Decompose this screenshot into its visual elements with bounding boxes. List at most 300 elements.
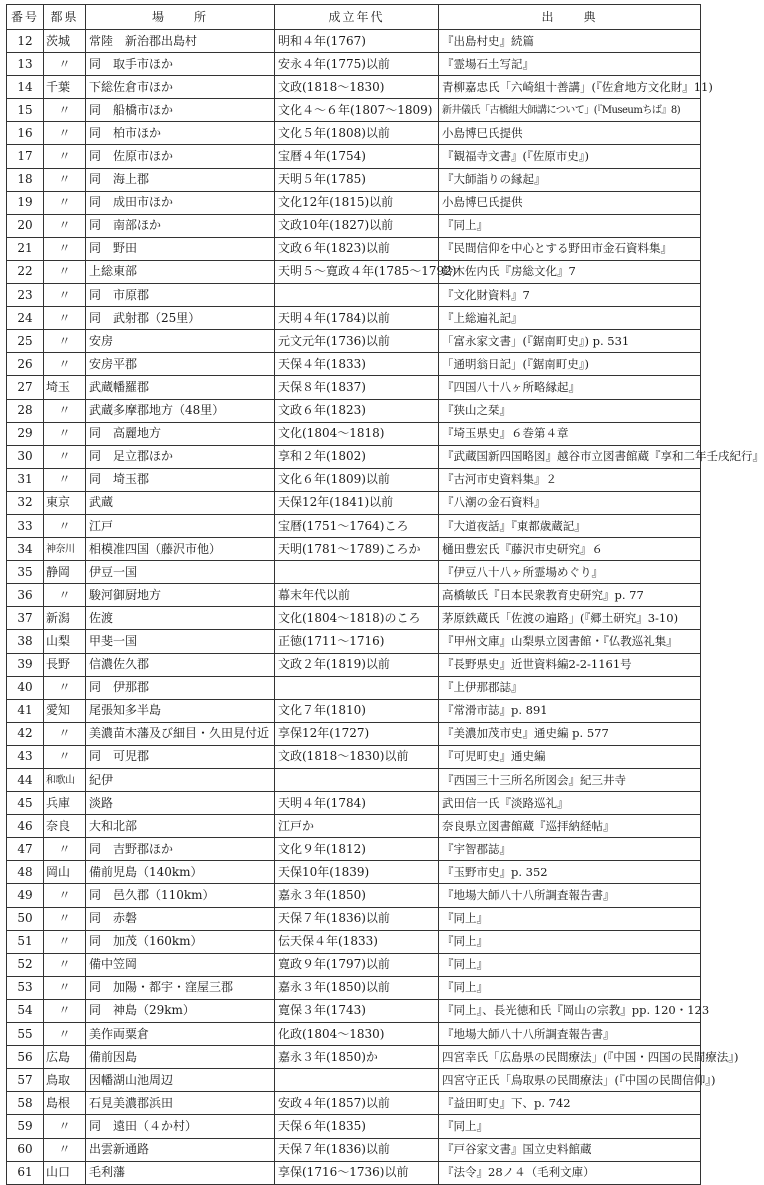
row-number: 60 (7, 1138, 44, 1161)
table-row (7, 699, 701, 722)
row-prefecture: 奈良 (44, 815, 86, 838)
row-date: 天保６年(1835) (275, 1115, 439, 1138)
row-prefecture: 〃 (44, 514, 86, 537)
row-prefecture: 広島 (44, 1046, 86, 1069)
row-place: 安房平郡 (86, 353, 275, 376)
row-source: 『大道夜話』『東都歳蔵記』 (439, 514, 701, 537)
row-date: 文化(1804～1818)のころ (275, 607, 439, 630)
table-row (7, 792, 701, 815)
row-place: 毛利藩 (86, 1161, 275, 1184)
row-place: 武蔵幡羅郡 (86, 376, 275, 399)
row-place: 同 高麗地方 (86, 422, 275, 445)
table-row (7, 1023, 701, 1046)
table-row (7, 76, 701, 99)
row-number: 59 (7, 1115, 44, 1138)
row-date: 元文元年(1736)以前 (275, 330, 439, 353)
row-date: 文政(1818～1830) (275, 76, 439, 99)
row-number: 22 (7, 260, 44, 283)
row-date: 寛保３年(1743) (275, 999, 439, 1022)
row-date: 享和２年(1802) (275, 445, 439, 468)
row-prefecture: 〃 (44, 953, 86, 976)
row-source: 『埼玉県史』６巻第４章 (439, 422, 701, 445)
row-date: 文政(1818～1830)以前 (275, 745, 439, 768)
table-row (7, 237, 701, 260)
row-place: 同 野田 (86, 237, 275, 260)
row-number: 34 (7, 538, 44, 561)
row-number: 44 (7, 769, 44, 792)
table-row (7, 630, 701, 653)
table-row (7, 1046, 701, 1069)
row-date: 文化(1804～1818) (275, 422, 439, 445)
header-number: 番号 (7, 5, 44, 30)
row-place: 同 柏市ほか (86, 122, 275, 145)
row-prefecture: 〃 (44, 399, 86, 422)
table-row (7, 1138, 701, 1161)
row-prefecture: 東京 (44, 491, 86, 514)
row-source: 『霊場石土写記』 (439, 53, 701, 76)
table-row (7, 676, 701, 699)
row-date: 化政(1804～1830) (275, 1023, 439, 1046)
table-row (7, 491, 701, 514)
row-place: 同 赤磐 (86, 907, 275, 930)
row-number: 19 (7, 191, 44, 214)
row-number: 46 (7, 815, 44, 838)
row-place: 備前因島 (86, 1046, 275, 1069)
row-source: 「通明翁日記」(『鋸南町史』) (439, 353, 701, 376)
row-number: 54 (7, 999, 44, 1022)
header-prefecture: 都県 (44, 5, 86, 30)
row-date: 幕末年代以前 (275, 584, 439, 607)
row-place: 同 佐原市ほか (86, 145, 275, 168)
table-row (7, 330, 701, 353)
table-row (7, 1115, 701, 1138)
row-number: 39 (7, 653, 44, 676)
row-prefecture: 〃 (44, 284, 86, 307)
row-date: 江戸か (275, 815, 439, 838)
row-source: 武田信一氏『淡路巡礼』 (439, 792, 701, 815)
table-row (7, 260, 701, 283)
row-source: 『狭山之栞』 (439, 399, 701, 422)
row-date: 天保８年(1837) (275, 376, 439, 399)
row-place: 同 吉野郡ほか (86, 838, 275, 861)
row-place: 備中笠岡 (86, 953, 275, 976)
row-place: 紀伊 (86, 769, 275, 792)
row-date: 文化６年(1809)以前 (275, 468, 439, 491)
row-place: 甲斐一国 (86, 630, 275, 653)
row-prefecture: 〃 (44, 976, 86, 999)
table-row (7, 653, 701, 676)
table-row (7, 1069, 701, 1092)
row-number: 36 (7, 584, 44, 607)
row-source: 『上伊那郡誌』 (439, 676, 701, 699)
row-place: 淡路 (86, 792, 275, 815)
row-prefecture: 〃 (44, 99, 86, 122)
row-number: 27 (7, 376, 44, 399)
row-date: 文政２年(1819)以前 (275, 653, 439, 676)
row-number: 41 (7, 699, 44, 722)
row-prefecture: 〃 (44, 1138, 86, 1161)
row-number: 52 (7, 953, 44, 976)
row-source: 『四国八十八ヶ所略縁起』 (439, 376, 701, 399)
header-source: 出 典 (439, 5, 701, 30)
row-source: 『同上』 (439, 214, 701, 237)
row-date: 文政10年(1827)以前 (275, 214, 439, 237)
row-prefecture: 〃 (44, 745, 86, 768)
row-source: 「富永家文書」(『鋸南町史』) p. 531 (439, 330, 701, 353)
row-number: 20 (7, 214, 44, 237)
row-place: 尾張知多半島 (86, 699, 275, 722)
row-number: 17 (7, 145, 44, 168)
row-source: 『大師詣りの縁起』 (439, 168, 701, 191)
row-date: 享保(1716～1736)以前 (275, 1161, 439, 1184)
row-place: 同 取手市ほか (86, 53, 275, 76)
row-number: 61 (7, 1161, 44, 1184)
row-prefecture: 〃 (44, 584, 86, 607)
table-row (7, 376, 701, 399)
row-source: 小島博巳氏提供 (439, 122, 701, 145)
row-prefecture: 〃 (44, 1023, 86, 1046)
row-prefecture: 埼玉 (44, 376, 86, 399)
row-source: 高橋敏氏『日本民衆教育史研究』p. 77 (439, 584, 701, 607)
row-place: 同 海上郡 (86, 168, 275, 191)
row-source: 四宮幸氏「広島県の民間療法」(『中国・四国の民間療法』) (439, 1046, 701, 1069)
table-body (7, 30, 764, 1185)
row-number: 56 (7, 1046, 44, 1069)
row-number: 21 (7, 237, 44, 260)
row-number: 38 (7, 630, 44, 653)
row-source: 『甲州文庫』山梨県立図書館・『仏教巡礼集』 (439, 630, 701, 653)
row-date: 天明５年(1785) (275, 168, 439, 191)
row-number: 37 (7, 607, 44, 630)
table-row (7, 953, 701, 976)
row-source: 『法令』28ノ４（毛利文庫） (439, 1161, 701, 1184)
row-prefecture: 茨城 (44, 30, 86, 53)
row-source: 『同上』 (439, 953, 701, 976)
row-prefecture: 〃 (44, 884, 86, 907)
row-prefecture: 〃 (44, 1115, 86, 1138)
row-prefecture: 島根 (44, 1092, 86, 1115)
table-row (7, 884, 701, 907)
row-place: 同 武射郡（25里） (86, 307, 275, 330)
row-number: 16 (7, 122, 44, 145)
row-number: 24 (7, 307, 44, 330)
table-row (7, 145, 701, 168)
row-date (275, 284, 439, 307)
row-source: 『民間信仰を中心とする野田市金石資料集』 (439, 237, 701, 260)
row-date: 天保12年(1841)以前 (275, 491, 439, 514)
row-place: 因幡湖山池周辺 (86, 1069, 275, 1092)
row-prefecture: 〃 (44, 999, 86, 1022)
header-date: 成立年代 (275, 5, 439, 30)
row-source: 樋田豊宏氏『藤沢市史研究』６ (439, 538, 701, 561)
row-prefecture: 〃 (44, 722, 86, 745)
row-place: 備前児島（140km） (86, 861, 275, 884)
row-source: 『武蔵国新四国略図』越谷市立図書館蔵『享和二年壬戌紀行』 (439, 445, 701, 468)
row-prefecture: 愛知 (44, 699, 86, 722)
table-row (7, 191, 701, 214)
row-source: 『玉野市史』p. 352 (439, 861, 701, 884)
table-row (7, 838, 701, 861)
row-number: 42 (7, 722, 44, 745)
table-row (7, 769, 701, 792)
row-number: 18 (7, 168, 44, 191)
row-date: 文化９年(1812) (275, 838, 439, 861)
row-place: 同 足立郡ほか (86, 445, 275, 468)
row-source: 『常滑市誌』p. 891 (439, 699, 701, 722)
row-source: 『可児町史』通史編 (439, 745, 701, 768)
row-date: 文政６年(1823) (275, 399, 439, 422)
table-row (7, 514, 701, 537)
table-row (7, 284, 701, 307)
row-number: 12 (7, 30, 44, 53)
row-source: 新井儀氏「古橋組大師講について」(『Museumちば』8) (439, 99, 701, 122)
row-date: 天明４年(1784) (275, 792, 439, 815)
row-place: 相模准四国（藤沢市他） (86, 538, 275, 561)
row-date: 天保７年(1836)以前 (275, 1138, 439, 1161)
row-source: 『同上』 (439, 930, 701, 953)
row-prefecture: 〃 (44, 330, 86, 353)
row-source: 『戸谷家文書』国立史料館蔵 (439, 1138, 701, 1161)
table-row (7, 445, 701, 468)
row-date: 正徳(1711～1716) (275, 630, 439, 653)
table-row (7, 999, 701, 1022)
row-date: 嘉永３年(1850)か (275, 1046, 439, 1069)
row-prefecture: 〃 (44, 122, 86, 145)
row-number: 47 (7, 838, 44, 861)
table-row (7, 168, 701, 191)
row-date: 享保12年(1727) (275, 722, 439, 745)
row-number: 48 (7, 861, 44, 884)
table-row (7, 584, 701, 607)
row-prefecture: 静岡 (44, 561, 86, 584)
row-place: 上総東部 (86, 260, 275, 283)
row-place: 同 加陽・都宇・窪屋三郡 (86, 976, 275, 999)
row-date: 文化５年(1808)以前 (275, 122, 439, 145)
row-source: 『出島村史』続篇 (439, 30, 701, 53)
row-source: 鈴木佐内氏『房総文化』7 (439, 260, 701, 283)
row-number: 50 (7, 907, 44, 930)
row-prefecture: 和歌山 (44, 769, 86, 792)
table-row (7, 607, 701, 630)
row-place: 駿河御厨地方 (86, 584, 275, 607)
row-date: 嘉永３年(1850) (275, 884, 439, 907)
row-date (275, 769, 439, 792)
row-prefecture: 〃 (44, 422, 86, 445)
row-prefecture: 〃 (44, 191, 86, 214)
row-source: 『古河市史資料集』２ (439, 468, 701, 491)
row-source: 茅原鉄蔵氏「佐渡の遍路」(『郷土研究』3-10) (439, 607, 701, 630)
row-source: 四宮守正氏「鳥取県の民間療法」(『中国の民間信仰』) (439, 1069, 701, 1092)
row-place: 美作両粟倉 (86, 1023, 275, 1046)
row-date: 天保４年(1833) (275, 353, 439, 376)
row-source: 奈良県立図書館蔵『巡拝納経帖』 (439, 815, 701, 838)
row-place: 同 成田市ほか (86, 191, 275, 214)
row-place: 出雲新通路 (86, 1138, 275, 1161)
table-row (7, 99, 701, 122)
row-prefecture: 神奈川 (44, 538, 86, 561)
row-source: 『同上』 (439, 1115, 701, 1138)
row-number: 14 (7, 76, 44, 99)
row-date: 天保10年(1839) (275, 861, 439, 884)
row-date: 宝暦４年(1754) (275, 145, 439, 168)
row-date: 文化12年(1815)以前 (275, 191, 439, 214)
row-number: 55 (7, 1023, 44, 1046)
row-place: 同 市原郡 (86, 284, 275, 307)
table-row (7, 122, 701, 145)
row-place: 下総佐倉市ほか (86, 76, 275, 99)
row-source: 『伊豆八十八ヶ所霊場めぐり』 (439, 561, 701, 584)
row-prefecture: 〃 (44, 168, 86, 191)
row-number: 30 (7, 445, 44, 468)
row-source: 『観福寺文書』(『佐原市史』) (439, 145, 701, 168)
row-number: 26 (7, 353, 44, 376)
table-row (7, 815, 701, 838)
table-row (7, 30, 701, 53)
row-date: 安政４年(1857)以前 (275, 1092, 439, 1115)
row-prefecture: 〃 (44, 260, 86, 283)
row-source: 『宇智郡誌』 (439, 838, 701, 861)
row-source: 『同上』 (439, 976, 701, 999)
table-row (7, 53, 701, 76)
row-number: 58 (7, 1092, 44, 1115)
row-place: 同 埼玉郡 (86, 468, 275, 491)
row-number: 40 (7, 676, 44, 699)
row-date: 文政６年(1823)以前 (275, 237, 439, 260)
row-place: 同 加茂（160km） (86, 930, 275, 953)
row-source: 『文化財資料』7 (439, 284, 701, 307)
row-number: 45 (7, 792, 44, 815)
table-row (7, 1092, 701, 1115)
row-number: 43 (7, 745, 44, 768)
row-place: 同 遠田（４か村） (86, 1115, 275, 1138)
table-row (7, 353, 701, 376)
row-place: 同 船橋市ほか (86, 99, 275, 122)
row-date: 宝暦(1751～1764)ころ (275, 514, 439, 537)
row-source: 『同上』、長光徳和氏『岡山の宗教』pp. 120・123 (439, 999, 701, 1022)
table-row (7, 399, 701, 422)
row-prefecture: 鳥取 (44, 1069, 86, 1092)
row-place: 美濃苗木藩及び細目・久田見付近 (86, 722, 275, 745)
row-source: 『同上』 (439, 907, 701, 930)
row-place: 同 神島（29km） (86, 999, 275, 1022)
table-row (7, 561, 701, 584)
row-place: 石見美濃郡浜田 (86, 1092, 275, 1115)
row-number: 25 (7, 330, 44, 353)
table-row (7, 214, 701, 237)
row-number: 28 (7, 399, 44, 422)
row-number: 13 (7, 53, 44, 76)
table-row (7, 930, 701, 953)
pilgrimage-sites-table (6, 4, 764, 1185)
row-date: 天保７年(1836)以前 (275, 907, 439, 930)
row-number: 35 (7, 561, 44, 584)
row-source: 『長野県史』近世資料編2-2-1161号 (439, 653, 701, 676)
row-place: 同 南部ほか (86, 214, 275, 237)
row-place: 武蔵 (86, 491, 275, 514)
row-date: 天明(1781～1789)ころか (275, 538, 439, 561)
table-row (7, 307, 701, 330)
table-row (7, 722, 701, 745)
row-prefecture: 〃 (44, 930, 86, 953)
row-place: 信濃佐久郡 (86, 653, 275, 676)
row-number: 53 (7, 976, 44, 999)
row-number: 31 (7, 468, 44, 491)
row-prefecture: 〃 (44, 53, 86, 76)
row-prefecture: 山梨 (44, 630, 86, 653)
row-date: 文化４～６年(1807～1809) (275, 99, 439, 122)
table-row (7, 422, 701, 445)
row-date: 文化７年(1810) (275, 699, 439, 722)
table-row (7, 538, 701, 561)
row-number: 51 (7, 930, 44, 953)
row-date (275, 1069, 439, 1092)
row-prefecture: 〃 (44, 353, 86, 376)
row-place: 武蔵多摩郡地方（48里） (86, 399, 275, 422)
row-number: 33 (7, 514, 44, 537)
document-page (6, 4, 764, 1185)
row-prefecture: 山口 (44, 1161, 86, 1184)
row-date: 安永４年(1775)以前 (275, 53, 439, 76)
table-row (7, 976, 701, 999)
row-place: 伊豆一国 (86, 561, 275, 584)
row-place: 安房 (86, 330, 275, 353)
row-source: 青柳嘉忠氏「六崎組十善講」(『佐倉地方文化財』11) (439, 76, 701, 99)
row-place: 江戸 (86, 514, 275, 537)
row-date: 天明４年(1784)以前 (275, 307, 439, 330)
row-prefecture: 〃 (44, 445, 86, 468)
row-date: 天明５～寛政４年(1785～1792) (275, 260, 439, 283)
table-row (7, 745, 701, 768)
row-prefecture: 千葉 (44, 76, 86, 99)
row-prefecture: 〃 (44, 468, 86, 491)
row-source: 『西国三十三所名所図会』紀三井寺 (439, 769, 701, 792)
row-place: 同 邑久郡（110km） (86, 884, 275, 907)
row-prefecture: 〃 (44, 145, 86, 168)
row-source: 『地場大師八十八所調査報告書』 (439, 884, 701, 907)
row-source: 『上総遍礼記』 (439, 307, 701, 330)
row-number: 57 (7, 1069, 44, 1092)
row-number: 15 (7, 99, 44, 122)
row-source: 『八潮の金石資料』 (439, 491, 701, 514)
row-prefecture: 〃 (44, 214, 86, 237)
row-prefecture: 長野 (44, 653, 86, 676)
table-row (7, 1161, 701, 1184)
row-place: 同 可児郡 (86, 745, 275, 768)
row-prefecture: 〃 (44, 838, 86, 861)
row-prefecture: 〃 (44, 237, 86, 260)
table-row (7, 468, 701, 491)
row-number: 29 (7, 422, 44, 445)
row-number: 32 (7, 491, 44, 514)
row-number: 23 (7, 284, 44, 307)
row-source: 『地場大師八十八所調査報告書』 (439, 1023, 701, 1046)
row-number: 49 (7, 884, 44, 907)
row-date (275, 561, 439, 584)
row-place: 常陸 新治郡出島村 (86, 30, 275, 53)
row-source: 『益田町史』下、p. 742 (439, 1092, 701, 1115)
row-source: 『美濃加茂市史』通史編 p. 577 (439, 722, 701, 745)
row-place: 大和北部 (86, 815, 275, 838)
row-source: 小島博巳氏提供 (439, 191, 701, 214)
row-place: 同 伊那郡 (86, 676, 275, 699)
row-date: 寛政９年(1797)以前 (275, 953, 439, 976)
row-date: 伝天保４年(1833) (275, 930, 439, 953)
table-row (7, 861, 701, 884)
table-row (7, 907, 701, 930)
row-prefecture: 〃 (44, 907, 86, 930)
table-header-row (7, 5, 701, 30)
row-prefecture: 兵庫 (44, 792, 86, 815)
